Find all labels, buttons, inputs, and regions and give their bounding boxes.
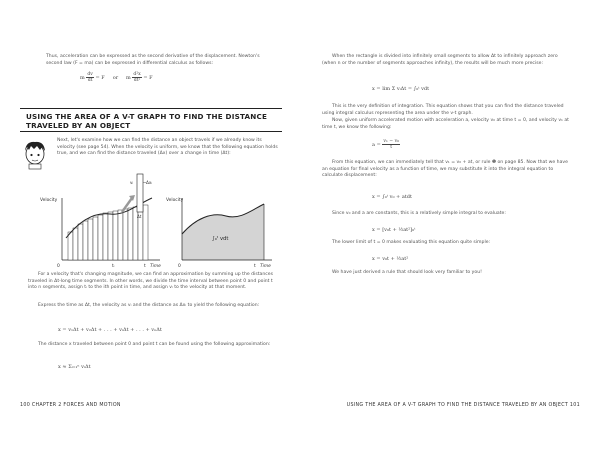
equation-limit: x = lim Σ vᵢΔt = ∫₀ᵗ vdt <box>372 86 430 92</box>
svg-text:t: t <box>144 264 146 269</box>
equation-approx: x ≈ Σᵢ₌₁ⁿ vᵢΔt <box>58 364 91 370</box>
equation-integral-2: x = [v₀t + ½at²]₀ᵗ <box>372 227 416 233</box>
svg-text:0: 0 <box>57 264 60 269</box>
svg-text:0: 0 <box>178 264 181 269</box>
highlight-rectangle <box>137 174 143 212</box>
equation-sum: x = v₁Δt + v₂Δt + . . . + vᵢΔt + . . . + vₙΔt <box>58 327 162 333</box>
paragraph-integration: This is the very definition of integration. This equation shows that you can find the distance traveled using integral calculus representing the area under the v-t graph. <box>322 104 564 116</box>
svg-text:Time: Time <box>260 264 271 269</box>
equation-accel: a = $\frac{\text{v₁ − v₀}}{t}$ <box>372 139 400 150</box>
paragraph-constants: Since v₀ and a are constants, this is a relatively simple integral to evaluate: <box>332 211 506 216</box>
character-avatar-icon <box>20 137 50 169</box>
svg-text:Δxᵢ: Δxᵢ <box>146 180 153 185</box>
svg-text:vᵢ: vᵢ <box>130 180 134 185</box>
paragraph-conclusion: We have just derived a rule that should look very familiar to you! <box>332 270 482 275</box>
equation-second-law: m $\frac{dv}{dt}$ = F or m $\frac{\text{d²x}}{\text{dt²}}$ = F <box>80 72 153 83</box>
paragraph-approx: The distance x traveled between point 0 and point t can be found using the following approximation: <box>38 342 271 347</box>
paragraph-express: Express the time as Δt, the velocity as vᵢ and the distance as Δxᵢ to yield the following equation: <box>38 303 260 308</box>
footer-left: 100 CHAPTER 2 FORCES AND MOTION <box>20 403 121 408</box>
svg-text:t: t <box>254 264 256 269</box>
paragraph-final-velocity: From this equation, we can immediately tell that v₁ = v₀ + at, or rule ❶ on page 85. Now that we have an equation for final velocity as a function of time, we may substitute it into the integral equation to calculate displacement: <box>322 160 568 179</box>
heading-rule-bottom <box>20 131 282 132</box>
svg-text:Velocity: Velocity <box>40 198 58 203</box>
right-page <box>300 0 600 464</box>
equation-integral-1: x = ∫₀ᵗ v₀ + atdt <box>372 194 413 200</box>
paragraph-riemann: For a velocity that's changing magnitude, we can find an approximation by summing up the distances traveled in Δt-long time segments. In other words, we divide the time interval between point 0 and point t into n segments, assign tᵢ to the ith point in time, and assign vᵢ to the velocity at that moment. <box>28 272 274 291</box>
footer-right: USING THE AREA OF A V-T GRAPH TO FIND THE DISTANCE TRAVELED BY AN OBJECT 101 <box>346 403 580 408</box>
paragraph-velocity-intro: Next, let's examine how we can find the distance an object travels if we already know its velocity (see page 54). When the velocity is uniform, we know that the following equation holds true, and we can find the distance traveled (Δx) over a change in time (Δt): <box>57 138 278 157</box>
shaded-area <box>182 204 264 260</box>
equation-final: x = v₀t + ½at² <box>372 256 409 262</box>
heading-rule-top <box>20 108 282 109</box>
paragraph-limit: When the rectangle is divided into infinitely small segments to allow Δt to infinitely approach zero (when n or the number of segments approaches infinity), the results will be much more precise: <box>322 54 558 66</box>
svg-text:Time: Time <box>150 264 161 269</box>
paragraph-lower-limit: The lower limit of t = 0 makes evaluating this equation quite simple: <box>332 240 491 245</box>
section-heading: USING THE AREA OF A V-T GRAPH TO FIND THE DISTANCE TRAVELED BY AN OBJECT <box>26 112 268 130</box>
svg-text:Velocity: Velocity <box>166 198 184 203</box>
graph-riemann-sum <box>40 168 170 270</box>
svg-text:Δt: Δt <box>137 214 142 219</box>
svg-text:tᵢ: tᵢ <box>112 263 115 268</box>
graph-shaded-area <box>168 188 278 272</box>
paragraph-accel-intro: Now, given uniform accelerated motion with acceleration a, velocity v₀ at time t = 0, and velocity v₁ at time t, we know the following: <box>322 118 569 130</box>
svg-text:∫₀ᵗ vdt: ∫₀ᵗ vdt <box>212 236 229 242</box>
intro-paragraph: Thus, acceleration can be expressed as the second derivative of the displacement. Newton's second law (F = ma) can be expressed in differential calculus as follows: <box>46 54 260 66</box>
riemann-rectangles <box>68 205 148 260</box>
